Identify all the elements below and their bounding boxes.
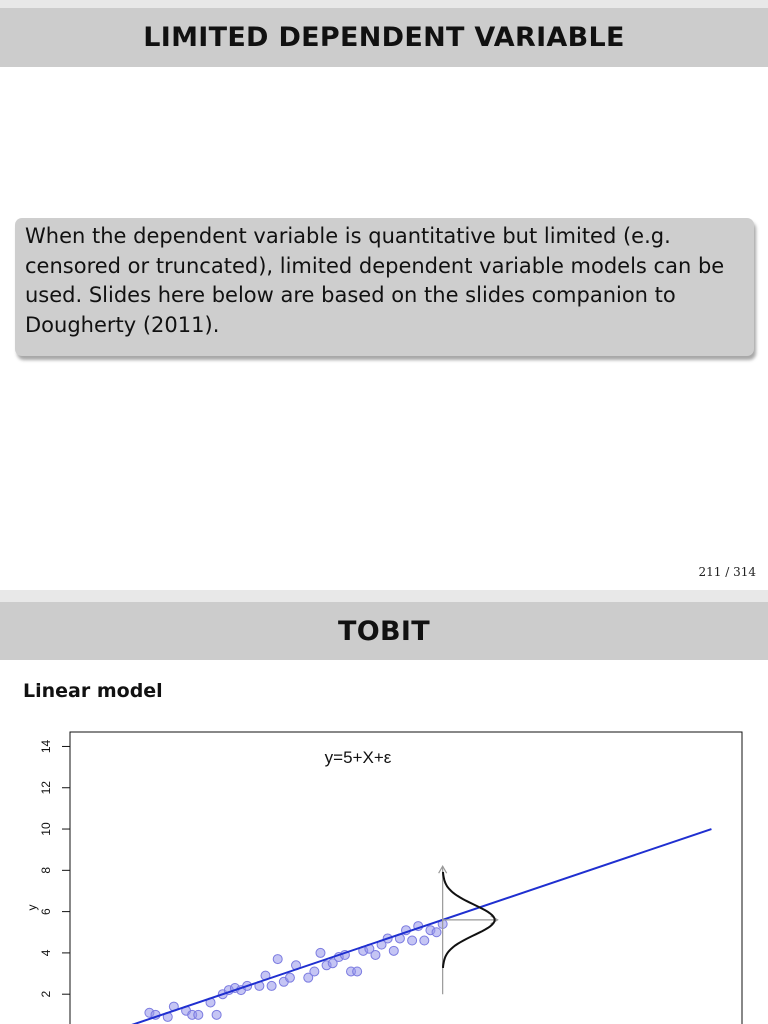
data-point: [310, 967, 319, 976]
plot-frame: [70, 732, 742, 1024]
data-point: [285, 973, 294, 982]
y-tick-label: 4: [39, 949, 53, 957]
slide-title: LIMITED DEPENDENT VARIABLE: [0, 8, 768, 67]
data-point: [194, 1010, 203, 1019]
data-point: [212, 1010, 221, 1019]
data-point: [267, 981, 276, 990]
regression-line: [70, 829, 711, 1024]
slide-title: TOBIT: [0, 602, 768, 660]
block-text: When the dependent variable is quantitative but limited (e.g. censored or truncated), limited dependent variable models can be used. Slides here below are based on the slides companion to Dougherty (2011).: [25, 224, 725, 337]
y-tick-label: 6: [39, 908, 53, 915]
y-tick-label: 14: [39, 739, 53, 754]
text-block: [15, 218, 754, 356]
page-number: 211 / 314: [698, 565, 756, 579]
data-point: [353, 967, 362, 976]
equation-annotation: y=5+X+ε: [324, 748, 392, 767]
data-point: [273, 955, 282, 964]
data-point: [316, 948, 325, 957]
y-tick-label: 8: [39, 866, 53, 874]
data-point: [389, 946, 398, 955]
scatter-plot: [0, 722, 768, 1024]
data-point: [371, 950, 380, 959]
subheading: Linear model: [23, 680, 163, 702]
y-tick-label: 12: [39, 781, 53, 795]
y-tick-label: 10: [39, 822, 53, 836]
y-axis-label: y: [25, 904, 39, 911]
slide-tobit: [0, 602, 768, 1024]
data-point: [432, 928, 441, 937]
data-point: [420, 936, 429, 945]
y-tick-label: 2: [39, 990, 53, 998]
data-point: [408, 936, 417, 945]
plot-area: [39, 732, 742, 1024]
slide-limited-dependent-variable: [0, 8, 768, 590]
